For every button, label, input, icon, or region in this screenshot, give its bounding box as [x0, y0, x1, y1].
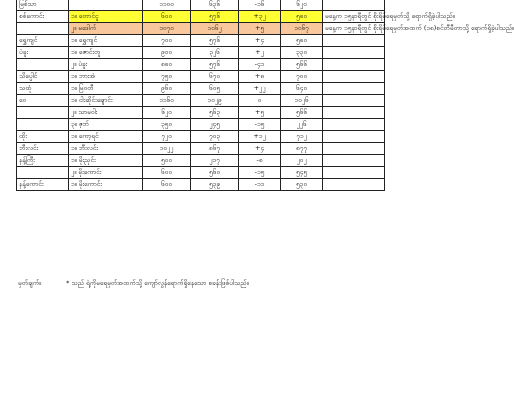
danger-level-cell: ၆၂၀	[143, 107, 191, 119]
basin-cell: ပဲခူး	[17, 47, 69, 59]
station-cell: ၂။ မိုးကောင်း	[69, 167, 143, 179]
previous-level-cell: ၃၂၆	[191, 47, 239, 59]
change-cell: ၀	[239, 95, 281, 107]
change-cell: -၁၅	[239, 119, 281, 131]
danger-level-cell: ၃၅၀	[143, 119, 191, 131]
remark-text: * သည် ရဲ့ကိုမရေမှတ်အထက်သို့ ကျော်လွန်ရောက်ရှိနေသော စခန်းဖြစ်ပါသည်။	[66, 279, 249, 287]
danger-level-cell: ၁၀၂၂	[143, 143, 191, 155]
current-level-cell: ၂၂၆	[281, 119, 323, 131]
previous-level-cell: ၇၀၃	[191, 131, 239, 143]
remark-cell: မနေ့က ၁၅နာရီတွင် စိုးရိမ်ရေမှတ်သို့ ရောက်ရှိခဲ့ပါသည်။	[323, 11, 385, 23]
previous-level-cell: ၈၆၇	[191, 143, 239, 155]
station-cell: ၁။ ရွှေကျင်	[69, 35, 143, 47]
previous-level-cell: ၆၃၆	[191, 0, 239, 11]
change-cell: +၂	[239, 47, 281, 59]
current-level-cell: ၅၆၆	[281, 59, 323, 71]
change-cell: +၈	[239, 71, 281, 83]
current-level-cell: ၂၀၂	[281, 155, 323, 167]
change-cell: +၄	[239, 35, 281, 47]
change-cell: -၁၆	[239, 0, 281, 11]
table-row	[17, 107, 385, 119]
current-level-cell: ၅၄၅	[281, 167, 323, 179]
basin-cell	[17, 167, 69, 179]
station-cell: ၁။ ငါးဆိုင်းချောင်း	[69, 95, 143, 107]
table-row	[17, 167, 385, 179]
current-level-cell: ၅၆၆	[281, 107, 323, 119]
basin-cell	[17, 107, 69, 119]
station-cell: ၁။ ဘီးလင်း	[69, 143, 143, 155]
basin-cell: သထုံ	[17, 83, 69, 95]
previous-level-cell: ၆၇၀	[191, 71, 239, 83]
danger-level-cell: ၇၅၀	[143, 71, 191, 83]
danger-level-cell: ၅၀၀	[143, 155, 191, 167]
table-row	[17, 143, 385, 155]
danger-level-cell: ၆၀၀	[143, 11, 191, 23]
river-level-table	[16, 0, 514, 191]
previous-level-cell: ၁၀၂၉	[191, 95, 239, 107]
previous-level-cell: ၂၄၅	[191, 119, 239, 131]
change-cell: +၂၂	[239, 83, 281, 95]
remark-label: မှတ်ချက်။	[18, 279, 42, 287]
station-cell: ၃။ ဇ့ဘ်	[69, 119, 143, 131]
basin-cell: နန့်ကြီး	[17, 155, 69, 167]
remark-cell	[323, 179, 385, 191]
remark-cell	[323, 95, 385, 107]
table-row	[17, 0, 385, 11]
table-row	[17, 23, 385, 35]
station-cell: ၂။ သာမဝါး	[69, 107, 143, 119]
table-row	[17, 131, 385, 143]
basin-cell: ရွှေကျင်	[17, 35, 69, 47]
table-row	[17, 95, 385, 107]
current-level-cell: ၆၂၀	[281, 0, 323, 11]
previous-level-cell: ၅၇၆	[191, 11, 239, 23]
basin-cell	[17, 23, 69, 35]
previous-level-cell: ၂၁၇	[191, 155, 239, 167]
table-row	[17, 83, 385, 95]
basin-cell: မြစ်သာ	[17, 0, 69, 11]
station-cell: ၁။ ဘားအံ	[69, 71, 143, 83]
remark-cell	[323, 131, 385, 143]
basin-cell: ဘီးလင်း	[17, 143, 69, 155]
danger-level-cell: ၁၁၆၀	[143, 95, 191, 107]
table-row	[17, 179, 385, 191]
table-row	[17, 155, 385, 167]
danger-level-cell: ၈၈၀	[143, 59, 191, 71]
remark-cell	[323, 0, 385, 11]
current-level-cell: ၇၁၂	[281, 131, 323, 143]
danger-level-cell: ၇၀၀	[143, 35, 191, 47]
station-cell: ၂။ မဒေါက်	[69, 23, 143, 35]
danger-level-cell: ၆၀၀	[143, 179, 191, 191]
previous-level-cell: ၁၀၆၂	[191, 23, 239, 35]
change-cell: +၄	[239, 143, 281, 155]
remark-cell	[323, 71, 385, 83]
basin-cell	[17, 59, 69, 71]
danger-level-cell: ၁၀၇၀	[143, 23, 191, 35]
basin-cell: စစ်ကောင်း	[17, 11, 69, 23]
remark-cell	[323, 47, 385, 59]
current-level-cell: ၅၈၀	[281, 11, 323, 23]
previous-level-cell: ၅၆၃	[191, 107, 239, 119]
current-level-cell: ၇၀၀	[281, 71, 323, 83]
remark-cell: မနေ့က ၁၅နာရီတွင် စိုးရိမ်ရေမှတ်အထက် (၁၈)စင်တီမီတာသို့ ရောက်ရှိခဲ့ပါသည်။	[323, 23, 385, 35]
station-cell: ၁။ တောင်ငူ	[69, 11, 143, 23]
danger-level-cell: ၉၀၀	[143, 47, 191, 59]
basin-cell: ဝေ	[17, 95, 69, 107]
basin-cell: သိပ္ပေါင်	[17, 71, 69, 83]
table-row	[17, 71, 385, 83]
remark-cell	[323, 167, 385, 179]
previous-level-cell: ၆၀၅	[191, 83, 239, 95]
station-cell: ၂။ ပဲခူး	[69, 59, 143, 71]
change-cell: -၈	[239, 155, 281, 167]
station-cell: ၁။ မြဝတီ	[69, 83, 143, 95]
current-level-cell: ၈၇၇	[281, 143, 323, 155]
current-level-cell: ၅၈၀	[281, 35, 323, 47]
remark-cell	[323, 59, 385, 71]
basin-cell: ထိုး	[17, 131, 69, 143]
station-cell: ၁။ ဇောင်းတူ	[69, 47, 143, 59]
danger-level-cell: ၉၆၀	[143, 83, 191, 95]
change-cell: +၃၂	[239, 11, 281, 23]
remark-cell	[323, 143, 385, 155]
previous-level-cell: ၅၃၉	[191, 179, 239, 191]
remark-cell	[323, 83, 385, 95]
table-row	[17, 119, 385, 131]
danger-level-cell: ၇၂၀	[143, 131, 191, 143]
change-cell: +၅	[239, 107, 281, 119]
current-level-cell: ၆၄၀	[281, 83, 323, 95]
remark-cell	[323, 155, 385, 167]
change-cell: +၅	[239, 23, 281, 35]
previous-level-cell: ၅၇၆	[191, 59, 239, 71]
change-cell: -၁၁	[239, 179, 281, 191]
previous-level-cell: ၅၇၆	[191, 35, 239, 47]
station-cell: ၁။ မိုးကောင်း	[69, 179, 143, 191]
change-cell: -၁၅	[239, 167, 281, 179]
station-cell: ၁။ ကော့ရင်	[69, 131, 143, 143]
previous-level-cell: ၅၆၀	[191, 167, 239, 179]
station-cell: ၁။ မိုးညှင်း	[69, 155, 143, 167]
basin-cell: နန့်ကောင်း	[17, 179, 69, 191]
table-row	[17, 59, 385, 71]
table-row	[17, 35, 385, 47]
basin-cell	[17, 119, 69, 131]
table-row	[17, 47, 385, 59]
table-body	[17, 0, 514, 191]
station-cell	[69, 0, 143, 11]
remark-cell	[323, 107, 385, 119]
change-cell: -၄၁	[239, 59, 281, 71]
table-row	[17, 11, 385, 23]
remark-cell	[323, 119, 385, 131]
change-cell: +၁၂	[239, 131, 281, 143]
current-level-cell: ၁၀၆၇	[281, 23, 323, 35]
remark-cell	[323, 35, 385, 47]
current-level-cell: ၅၃၀	[281, 179, 323, 191]
remark-line	[18, 279, 249, 289]
current-level-cell: ၁၀၂၆	[281, 95, 323, 107]
current-level-cell: ၃၃၀	[281, 47, 323, 59]
danger-level-cell: ၁၁၀၀	[143, 0, 191, 11]
danger-level-cell: ၆၀၀	[143, 167, 191, 179]
